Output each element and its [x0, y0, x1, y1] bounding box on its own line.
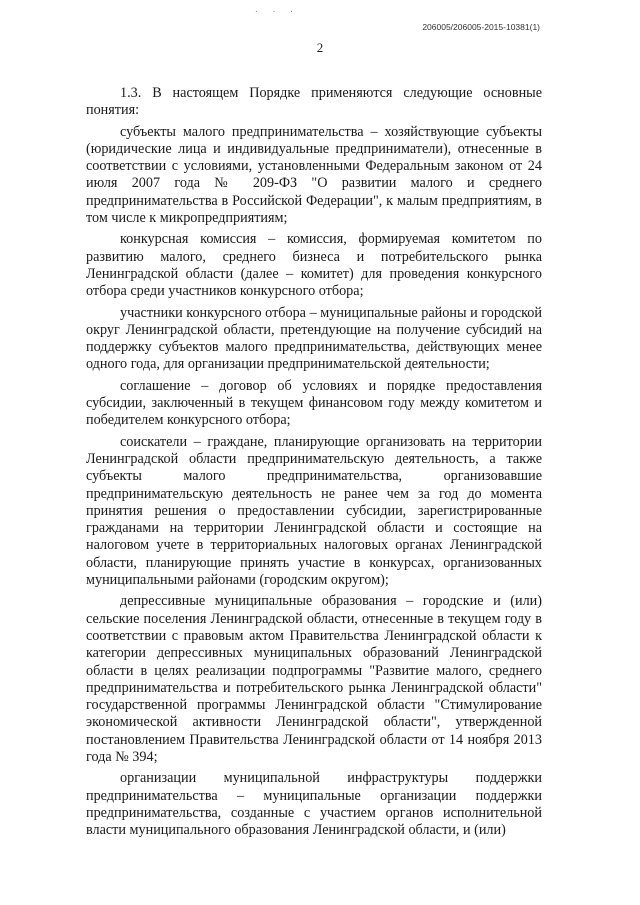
definition-infrastructure-organizations: организации муниципальной инфраструктуры поддержки предпринимательства – муниципальные организации поддержки предпринимательства, созданные с участием органов исполнительной власти муниципального образования Ленинградской области, и (или): [86, 770, 542, 839]
document-id: 206005/206005-2015-10381(1): [422, 22, 540, 32]
definition-applicants: соискатели – граждане, планирующие организовать на территории Ленинградской области предпринимательскую деятельность, а также субъекты малого предпринимательства, организовавшие предпринимательскую деятельность не ранее чем за год до момента принятия решения о предоставлении субсидии, зарегистрированные гражданами на территории Ленинградской области и состоящие на налоговом учете в территориальных налоговых органах Ленинградской области, планирующие принять участие в конкурсах, организованных муниципальными районами (городским округом);: [86, 433, 542, 589]
scan-dots: . . .: [255, 4, 299, 15]
definition-depressed-municipalities: депрессивные муниципальные образования – городские и (или) сельские поселения Ленинградской области, отнесенные в текущем году в соответствии с правовым актом Правительства Ленинградской области к категории депрессивных муниципальных образований Ленинградской области в целях реализации подпрограммы "Развитие малого, среднего предпринимательства и потребительского рынка Ленинградской области" государственной программы Ленинградской области "Стимулирование экономической активности Ленинградской области", утвержденной постановлением Правительства Ленинградской области от 14 ноября 2013 года № 394;: [86, 593, 542, 765]
page-number: 2: [316, 40, 324, 55]
document-body: [86, 85, 542, 843]
definition-competition-commission: конкурсная комиссия – комиссия, формируемая комитетом по развитию малого, среднего бизнеса и потребительского рынка Ленинградской области (далее – комитет) для проведения конкурсного отбора среди участников конкурсного отбора;: [86, 231, 542, 300]
definition-agreement: соглашение – договор об условиях и порядке предоставления субсидии, заключенный в текущем финансовом году между комитетом и победителем конкурсного отбора;: [86, 377, 542, 429]
definition-small-business: субъекты малого предпринимательства – хозяйствующие субъекты (юридические лица и индивидуальные предприниматели), отнесенные в соответствии с условиями, установленными Федеральным законом от 24 июля 2007 года № 209-ФЗ "О развитии малого и среднего предпринимательства в Российской Федерации", к малым предприятиям, в том числе к микропредприятиям;: [86, 123, 542, 227]
section-heading-1-3: 1.3. В настоящем Порядке применяются следующие основные понятия:: [86, 85, 542, 119]
definition-selection-participants: участники конкурсного отбора – муниципальные районы и городской округ Ленинградской области, претендующие на получение субсидий на поддержку субъектов малого предпринимательства, действующих менее одного года, для организации предпринимательской деятельности;: [86, 304, 542, 373]
